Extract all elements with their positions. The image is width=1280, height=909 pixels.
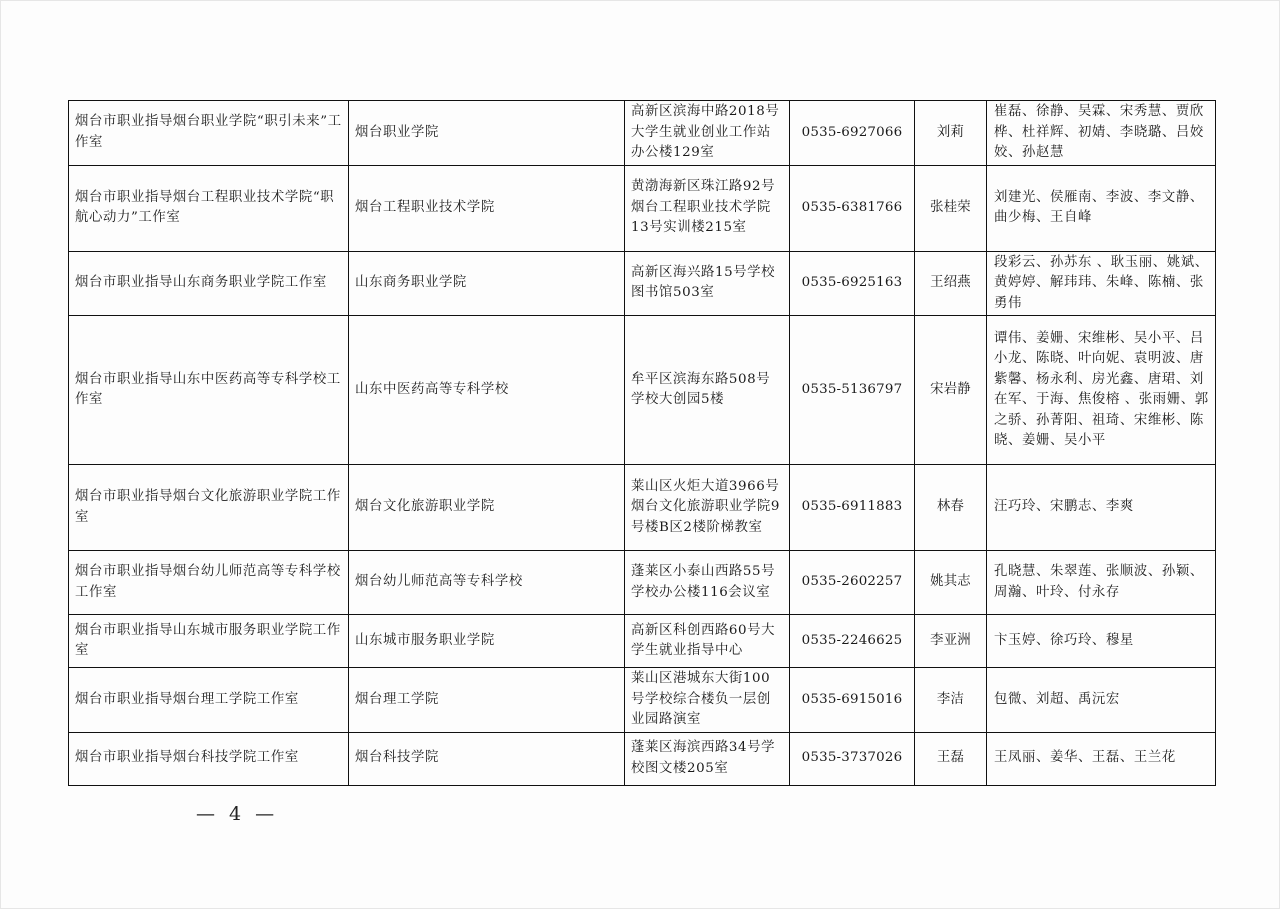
contact-cell: 林春 (915, 465, 987, 551)
phone-cell: 0535-5136797 (790, 316, 915, 465)
school-cell: 烟台职业学院 (349, 101, 625, 166)
address-cell: 高新区科创西路60号大学生就业指导中心 (625, 615, 790, 668)
phone-cell: 0535-6381766 (790, 165, 915, 251)
contact-cell: 姚其志 (915, 551, 987, 615)
address-cell: 高新区海兴路15号学校图书馆503室 (625, 251, 790, 316)
contact-cell: 张桂荣 (915, 165, 987, 251)
table-row (69, 668, 1216, 733)
contact-cell: 王绍燕 (915, 251, 987, 316)
studio-name-cell: 烟台市职业指导烟台科技学院工作室 (69, 732, 349, 785)
contact-cell: 刘莉 (915, 101, 987, 166)
members-cell: 段彩云、孙苏东 、耿玉丽、姚斌、黄婷婷、解玮玮、朱峰、陈楠、张勇伟 (987, 251, 1216, 316)
members-cell: 崔磊、徐静、吴霖、宋秀慧、贾欣桦、杜祥辉、初婧、李晓璐、吕姣姣、孙赵慧 (987, 101, 1216, 166)
studio-name-cell: 烟台市职业指导山东城市服务职业学院工作室 (69, 615, 349, 668)
members-cell: 谭伟、姜姗、宋维彬、吴小平、吕小龙、陈晓、叶向妮、袁明波、唐紫馨、杨永利、房光鑫、唐珺、刘在军、于海、焦俊榕 、张雨姗、郭之骄、孙菁阳、祖琦、宋维彬、陈晓、姜姗、吴小平 (987, 316, 1216, 465)
address-cell: 莱山区港城东大街100号学校综合楼负一层创业园路演室 (625, 668, 790, 733)
members-cell: 王凤丽、姜华、王磊、王兰花 (987, 732, 1216, 785)
school-cell: 山东中医药高等专科学校 (349, 316, 625, 465)
table-row (69, 551, 1216, 615)
contact-cell: 宋岩静 (915, 316, 987, 465)
studio-directory-table (68, 100, 1216, 786)
phone-cell: 0535-6925163 (790, 251, 915, 316)
phone-cell: 0535-2246625 (790, 615, 915, 668)
school-cell: 烟台文化旅游职业学院 (349, 465, 625, 551)
studio-name-cell: 烟台市职业指导烟台工程职业技术学院“职航心动力”工作室 (69, 165, 349, 251)
contact-cell: 李洁 (915, 668, 987, 733)
members-cell: 卞玉婷、徐巧玲、穆星 (987, 615, 1216, 668)
address-cell: 牟平区滨海东路508号学校大创园5楼 (625, 316, 790, 465)
contact-cell: 王磊 (915, 732, 987, 785)
address-cell: 蓬莱区海滨西路34号学校图文楼205室 (625, 732, 790, 785)
studio-name-cell: 烟台市职业指导烟台理工学院工作室 (69, 668, 349, 733)
studio-name-cell: 烟台市职业指导山东中医药高等专科学校工作室 (69, 316, 349, 465)
page-number: — 4 — (196, 803, 279, 825)
phone-cell: 0535-3737026 (790, 732, 915, 785)
phone-cell: 0535-2602257 (790, 551, 915, 615)
studio-name-cell: 烟台市职业指导烟台文化旅游职业学院工作室 (69, 465, 349, 551)
table-row (69, 316, 1216, 465)
address-cell: 莱山区火炬大道3966号烟台文化旅游职业学院9号楼B区2楼阶梯教室 (625, 465, 790, 551)
studio-name-cell: 烟台市职业指导山东商务职业学院工作室 (69, 251, 349, 316)
address-cell: 黄渤海新区珠江路92号烟台工程职业技术学院13号实训楼215室 (625, 165, 790, 251)
members-cell: 汪巧玲、宋鹏志、李爽 (987, 465, 1216, 551)
table-row (69, 732, 1216, 785)
table-row (69, 615, 1216, 668)
school-cell: 山东城市服务职业学院 (349, 615, 625, 668)
address-cell: 高新区滨海中路2018号大学生就业创业工作站办公楼129室 (625, 101, 790, 166)
studio-name-cell: 烟台市职业指导烟台幼儿师范高等专科学校工作室 (69, 551, 349, 615)
studio-name-cell: 烟台市职业指导烟台职业学院“职引未来”工作室 (69, 101, 349, 166)
school-cell: 山东商务职业学院 (349, 251, 625, 316)
school-cell: 烟台工程职业技术学院 (349, 165, 625, 251)
phone-cell: 0535-6927066 (790, 101, 915, 166)
members-cell: 包微、刘超、禹沅宏 (987, 668, 1216, 733)
members-cell: 刘建光、侯雁南、李波、李文静、曲少梅、王自峰 (987, 165, 1216, 251)
table-row (69, 101, 1216, 166)
address-cell: 蓬莱区小泰山西路55号学校办公楼116会议室 (625, 551, 790, 615)
members-cell: 孔晓慧、朱翠莲、张顺波、孙颖、周瀚、叶玲、付永存 (987, 551, 1216, 615)
contact-cell: 李亚洲 (915, 615, 987, 668)
table-row (69, 251, 1216, 316)
phone-cell: 0535-6915016 (790, 668, 915, 733)
school-cell: 烟台理工学院 (349, 668, 625, 733)
table-row (69, 165, 1216, 251)
table-row (69, 465, 1216, 551)
school-cell: 烟台科技学院 (349, 732, 625, 785)
school-cell: 烟台幼儿师范高等专科学校 (349, 551, 625, 615)
phone-cell: 0535-6911883 (790, 465, 915, 551)
